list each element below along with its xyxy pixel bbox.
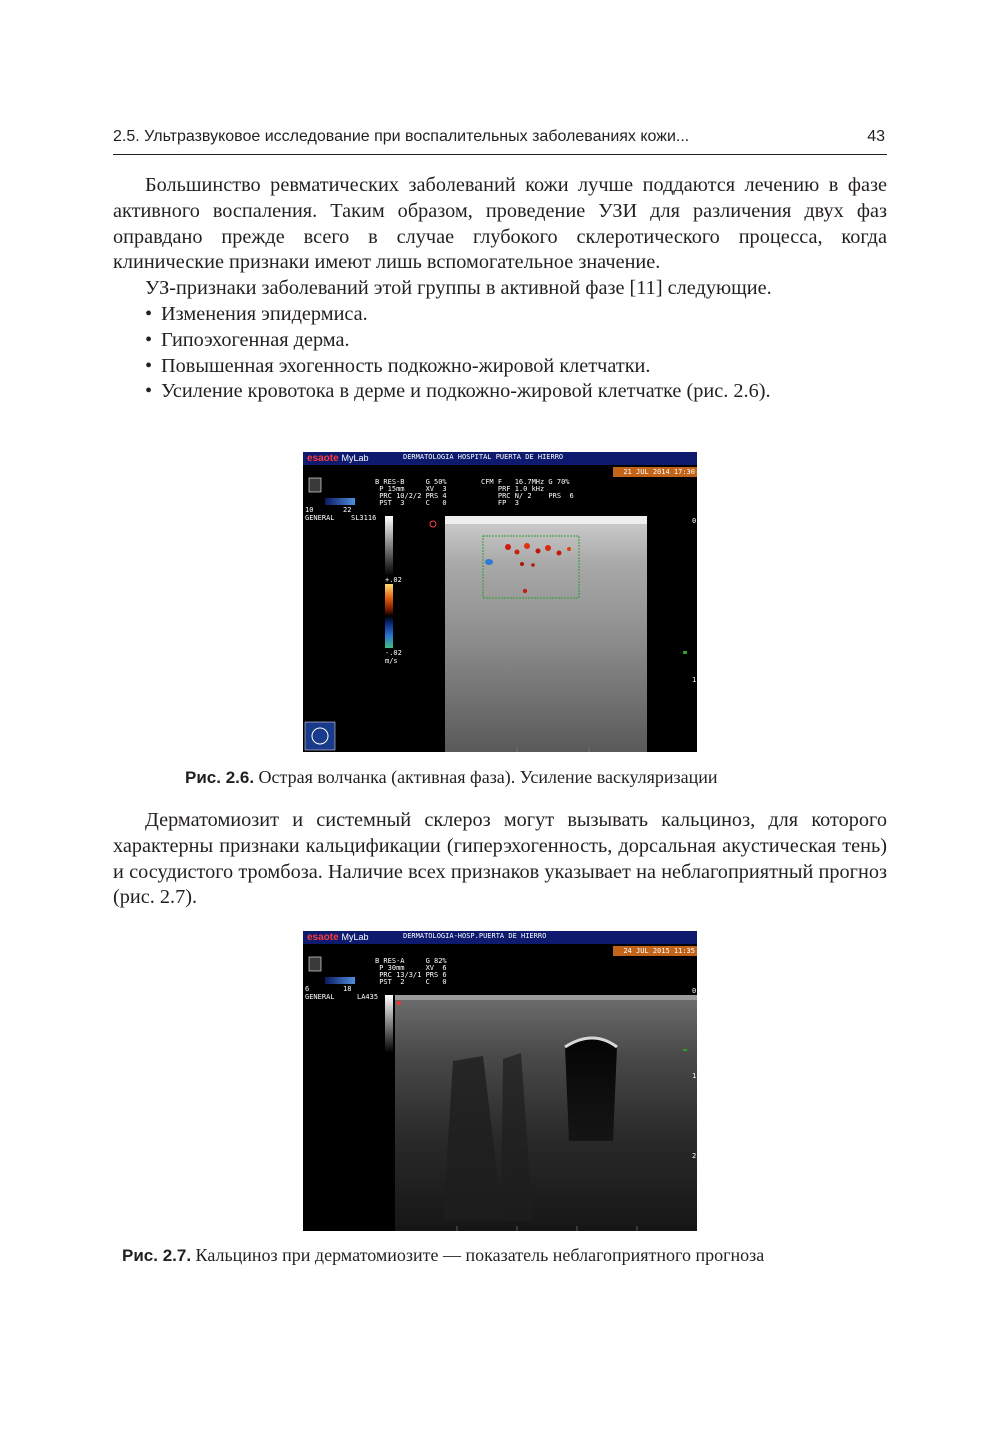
body-marker-face-icon <box>305 722 335 750</box>
ultrasound-params-cfm: CFM F 16.7MHz G 70% PRF 1.0 kHz PRC N/ 2 PRS 6 FP 3 <box>481 478 574 507</box>
figure-caption-text: Острая волчанка (активная фаза). Усиление васкуляризации <box>258 767 718 787</box>
grayscale-bar <box>385 995 393 1053</box>
bullet-marker: • <box>145 380 153 403</box>
list-item <box>113 379 887 405</box>
list-item-text: Изменения эпидермиса. <box>161 302 368 325</box>
list-item <box>113 302 887 328</box>
list-item-text: Гипоэхогенная дерма. <box>161 328 350 351</box>
ultrasound-params-b: B RES-B G 50% P 15mm XV 3 PRC 10/2/2 PRS 4 PST 3 C 0 <box>375 478 447 507</box>
ultrasound-date: 24 JUL 2015 11:35 <box>623 947 695 955</box>
skin-surface-echo <box>395 995 697 1000</box>
bullet-list <box>113 302 887 405</box>
ultrasound-header-text: DERMATOLOGIA-HOSP.PUERTA DE HIERRO <box>403 932 547 940</box>
running-header <box>113 124 887 155</box>
probe-label: SL3116 <box>351 514 377 522</box>
figure-caption <box>185 767 718 788</box>
probe-icon <box>309 478 321 492</box>
list-item <box>113 354 887 380</box>
preset-label: GENERAL <box>305 514 335 522</box>
probe-label: LA435 <box>357 993 379 1001</box>
ultrasound-graphics <box>303 931 697 1231</box>
ultrasound-image-fig-2-7 <box>303 931 697 1231</box>
depth-mark: 1 <box>692 1072 697 1080</box>
velocity-unit: m/s <box>385 657 398 665</box>
ultrasound-scan-area <box>395 995 697 1231</box>
grayscale-bar <box>385 516 393 576</box>
ultrasound-date: 21 JUL 2014 17:30 <box>623 468 695 476</box>
body-text-top <box>113 173 887 405</box>
figure-caption-text: Кальциноз при дерматомиозите — показатель неблагоприятного прогноза <box>195 1245 765 1265</box>
bullet-marker: • <box>145 302 153 325</box>
body-text-bottom <box>113 808 887 911</box>
bullet-marker: • <box>145 354 153 377</box>
focus-marker <box>397 1001 401 1005</box>
depth-mark: 1 <box>692 676 697 684</box>
focus-marker <box>430 521 436 527</box>
list-item <box>113 328 887 354</box>
list-item-text: Повышенная эхогенность подкожно-жировой клетчатки. <box>161 354 651 377</box>
skin-surface-echo <box>445 516 647 524</box>
velocity-top-label: +.02 <box>385 576 402 584</box>
depth-mark: 0 <box>692 517 697 525</box>
figure-label: Рис. 2.7. <box>122 1246 192 1265</box>
ultrasound-graphics <box>303 452 697 752</box>
velocity-color-bar <box>385 584 393 648</box>
ultrasound-scan-area <box>445 516 647 752</box>
list-item-text: Усиление кровотока в дерме и подкожно-жировой клетчатке (рис. 2.6). <box>161 380 771 403</box>
bullet-marker: • <box>145 328 153 351</box>
gain-scale-bar <box>325 977 355 984</box>
paragraph: Большинство ревматических заболеваний кожи лучше поддаются лечению в фазе активного воспаления. Таким образом, проведение УЗИ для различения двух фаз оправдано прежде всего в случае глубокого склеротического процесса, когда клинические признаки имеют лишь вспомогательное значение. <box>113 174 887 274</box>
esaote-logo: esaote MyLab <box>307 932 369 943</box>
depth-mark: 0 <box>692 987 697 995</box>
running-header-title: 2.5. Ультразвуковое исследование при воспалительных заболеваниях кожи... <box>113 128 690 145</box>
depth-indicator <box>683 1049 687 1051</box>
ultrasound-image-fig-2-6 <box>303 452 697 752</box>
probe-icon <box>309 957 321 971</box>
gain-scale-max: 22 <box>343 506 352 514</box>
esaote-logo: esaote MyLab <box>307 453 369 464</box>
page-number: 43 <box>867 128 885 145</box>
depth-indicator <box>683 651 687 654</box>
calcification-shadow <box>565 1038 617 1141</box>
gain-scale-min: 10 <box>305 506 314 514</box>
ultrasound-params-b: B RES-A G 82% P 30mm XV 6 PRC 13/3/1 PRS 6 PST 2 C 0 <box>375 957 447 986</box>
depth-mark: 2 <box>692 1152 697 1160</box>
paragraph: Дерматомиозит и системный склероз могут вызывать кальциноз, для которого характерны признаки кальцификации (гиперэхогенность, дорсальная акустическая тень) и сосудистого тромбоза. Наличие всех признаков указывает на неблагоприятный прогноз (рис. 2.7). <box>113 809 887 909</box>
figure-caption <box>122 1245 764 1266</box>
ultrasound-header-text: DERMATOLOGIA HOSPITAL PUERTA DE HIERRO <box>403 453 564 461</box>
velocity-bottom-label: -.02 <box>385 649 402 657</box>
gain-scale-bar <box>325 498 355 505</box>
figure-label: Рис. 2.6. <box>185 768 255 787</box>
gain-scale-max: 18 <box>343 985 352 993</box>
gain-scale-min: 6 <box>305 985 310 993</box>
paragraph: УЗ-признаки заболеваний этой группы в активной фазе [11] следующие. <box>145 277 772 300</box>
preset-label: GENERAL <box>305 993 335 1001</box>
